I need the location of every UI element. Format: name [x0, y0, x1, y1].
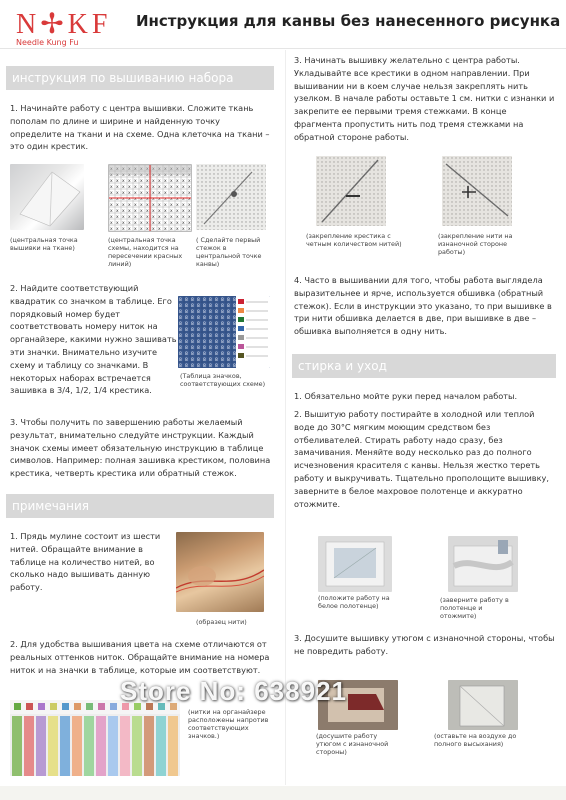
air-dry-photo — [448, 680, 518, 730]
header-divider — [0, 48, 566, 49]
caption-air-dry: (оставьте на воздухе до полного высыхания) — [434, 732, 517, 748]
center-point-fabric-photo — [10, 164, 84, 230]
banner-instructions: инструкция по вышиванию набора — [6, 66, 274, 90]
page-title: Инструкция для канвы без нанесенного рисунка — [136, 12, 561, 30]
anchor-even-threads-photo — [316, 156, 386, 226]
caption-anchor-even: (закрепление крестика с четным количеством нитей) — [306, 232, 402, 248]
anchor-back-side-photo — [442, 156, 512, 226]
towel-wrap-photo — [448, 536, 518, 592]
store-watermark: Store No: 638921 — [120, 676, 347, 706]
first-stitch-photo — [196, 164, 266, 230]
step-1-text: 1. Начинайте работу с центра вышивки. Сложите ткань пополам по длине и ширине и найденную точку определите на ткани и на схеме. Одна клеточка на ткани – это один крестик. — [10, 103, 270, 152]
note-2-text: 2. Для удобства вышивания цвета на схеме отличаются от реальных оттенков ниток. Обращайте внимание на номера ниток и на значки в таблице, которые им соответствуют. — [10, 639, 270, 675]
step-3-text: 3. Чтобы получить по завершению работы желаемый результат, внимательно следуйте инструкции. Каждый значок схемы имеет обязательную инструкцию в таблице символов. Например: полная зашивка крестиком, половина крестика, четверть крестика или обратный стежок. — [10, 417, 271, 479]
caption-symbol-table: (Таблица значков, соответствующих схеме) — [180, 372, 266, 388]
thread-sample-photo — [176, 532, 264, 612]
note-1-text: 1. Прядь мулине состоит из шести нитей. Обращайте внимание в таблице на количество нитей, во сколько надо вышивать данную работу. — [10, 531, 161, 593]
caption-center-chart: (центральная точка схемы, находится на пересечении красных линий) — [108, 236, 183, 268]
caption-organizer: (нитки на органайзере расположены напротив соответствующих значков.) — [188, 708, 269, 740]
step-4-text: 4. Часто в вышивании для того, чтобы работа выглядела выразительнее и ярче, используется обшивка (обратный стежок). Если в инструкции это указано, то при вышивке в три нити обшивка делается в две, при вышивке в две – обшивка выполняется в одну нить. — [294, 275, 552, 337]
care-3-text: 3. Досушите вышивку утюгом с изнаночной стороны, чтобы не повредить работу. — [294, 633, 555, 656]
caption-first-stitch: ( Сделайте первый стежок в центральной точке канвы) — [196, 236, 262, 268]
care-2-text: 2. Вышитую работу постирайте в холодной или теплой воде до 30°C мягким моющим средством без отбеливателей. Стирать работу надо сразу, без замачивания. Меняйте воду несколько раз до полного исчезновения красителя с канвы. Нельзя жестко тереть работу и выкручивать. Тщательно прополощите вышивку, заверните в белое махровое полотенце и аккуратно отожмите. — [294, 409, 549, 509]
banner-notes: примечания — [6, 494, 274, 518]
caption-center-fabric: (центральная точка вышивки на ткане) — [10, 236, 78, 252]
organizer-threads-photo — [10, 700, 180, 776]
symbol-table-image — [178, 296, 270, 368]
caption-anchor-back: (закрепление нити на изнаночной стороне работы) — [438, 232, 513, 256]
banner-wash-care: стирка и уход — [292, 354, 556, 378]
caption-iron-dry: (досушите работу утюгом с изнаночной стороны) — [316, 732, 389, 756]
bottom-strip — [0, 786, 566, 800]
brand-logo: N✢KF — [16, 9, 112, 40]
chart-center-grid-image — [108, 164, 192, 232]
caption-towel-lay: (положите работу на белое полотенце) — [318, 594, 390, 610]
caption-thread-sample: (образец нити) — [196, 618, 247, 626]
caption-towel-wrap: (заверните работу в полотенце и отожмите) — [440, 596, 509, 620]
brand-tagline: Needle Kung Fu — [16, 38, 79, 47]
towel-lay-photo — [318, 536, 392, 592]
step-2-text: 2. Найдите соответствующий квадратик со значком в таблице. Его порядковый номер будет соответствовать номеру ниток на органайзере, какими нужно зашивать эти значки. Внимательно изучите схему и таблицу со значками. В некоторых наборах встречается зашивка в 3/4, 1/2, 1/4 крестика. — [10, 283, 177, 396]
column-divider — [285, 50, 286, 785]
step-3-start-text: 3. Начинать вышивку желательно с центра работы. Укладывайте все крестики в одном направлении. При вышивании ни в коем случае нельзя закреплять нить узелком. В начале работы оставьте 1 см. нитки с изнанки и закрепите ее первыми тремя стежками. В конце фрагмента пропустить нить под тремя стежками на обратной стороне работы. — [294, 55, 555, 142]
care-1-text: 1. Обязательно мойте руки перед началом работы. — [294, 391, 518, 401]
